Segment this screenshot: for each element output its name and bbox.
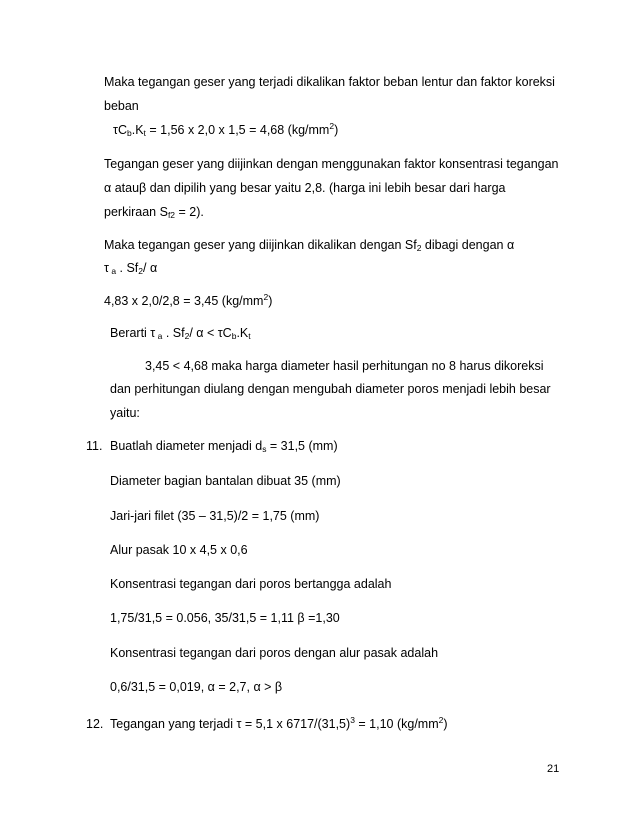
page-number: 21 [547,763,560,775]
item11-line1: Buatlah diameter menjadi $d_s = 31,5$ (mm) [110,439,338,454]
equation-allowable-stress: 4,83 x 2,0/2,8 = 3,45 $(kg/mm^2)$ [104,292,273,308]
para2-line2: α atauβ dan dipilih yang besar yaitu 2,8. (harga ini lebih besar dari harga [104,181,506,195]
item11-line2: Diameter bagian bantalan dibuat 35 (mm) [110,474,341,488]
para2-line1: Tegangan geser yang diijinkan dengan menggunakan faktor konsentrasi tegangan [104,157,559,171]
para3-line2: τ $_a$ . $Sf_2/$ α [104,261,158,276]
item11-line4: Alur pasak 10 x 4,5 x 0,6 [110,543,248,557]
beta-symbol: β [139,181,147,195]
para4-line2: dan perhitungan diulang dengan mengubah diameter poros menjadi lebih besar [110,382,551,396]
list-number-11: 11. [86,439,103,453]
item12-line1: Tegangan yang terjadi τ = 5,1 x $6717/(31,5)^3 = 1,10$ $(kg/mm^2)$ [110,715,448,731]
equation-shear-stress: $\tau C_b.K_t = 1,56$ x 2,0 x 1,5 = 4,68 $(kg/mm^2)$ [113,121,339,138]
tau-symbol: τ [113,123,118,137]
item11-line8: 0,6/31,5 = 0,019, α = 2,7, α > β [110,680,283,694]
item11-line3: Jari-jari filet (35 – 31,5)/2 = 1,75 (mm) [110,509,320,523]
para4-line3: yaitu: [110,406,140,420]
tau-symbol: τ [150,326,156,340]
alpha-symbol: α [506,238,515,252]
para1-line1: Maka tegangan geser yang terjadi dikalikan faktor beban lentur dan faktor koreksi [104,75,555,89]
para3-line1: Maka tegangan geser yang diijinkan dikalikan dengan $Sf_2$ dibagi dengan α [104,238,515,253]
item11-line7: Konsentrasi tegangan dari poros dengan alur pasak adalah [110,646,439,660]
item11-line6: 1,75/31,5 = 0.056, 35/31,5 = 1,11 β =1,30 [110,611,340,625]
para2-line3: perkiraan $S_{f2} = 2$). [104,205,204,220]
para1-line2: beban [104,99,139,113]
para4-line1: 3,45 < 4,68 maka harga diameter hasil perhitungan no 8 harus dikoreksi [145,359,544,373]
alpha-symbol: α [104,181,112,195]
list-number-12: 12. [86,717,104,731]
comparison-statement: Berarti τ $_a$ . $Sf_2/$ $\alpha < \tau C_b.K_t$ [110,326,251,341]
tau-symbol: τ [104,261,109,275]
item11-line5: Konsentrasi tegangan dari poros bertangga adalah [110,577,392,591]
